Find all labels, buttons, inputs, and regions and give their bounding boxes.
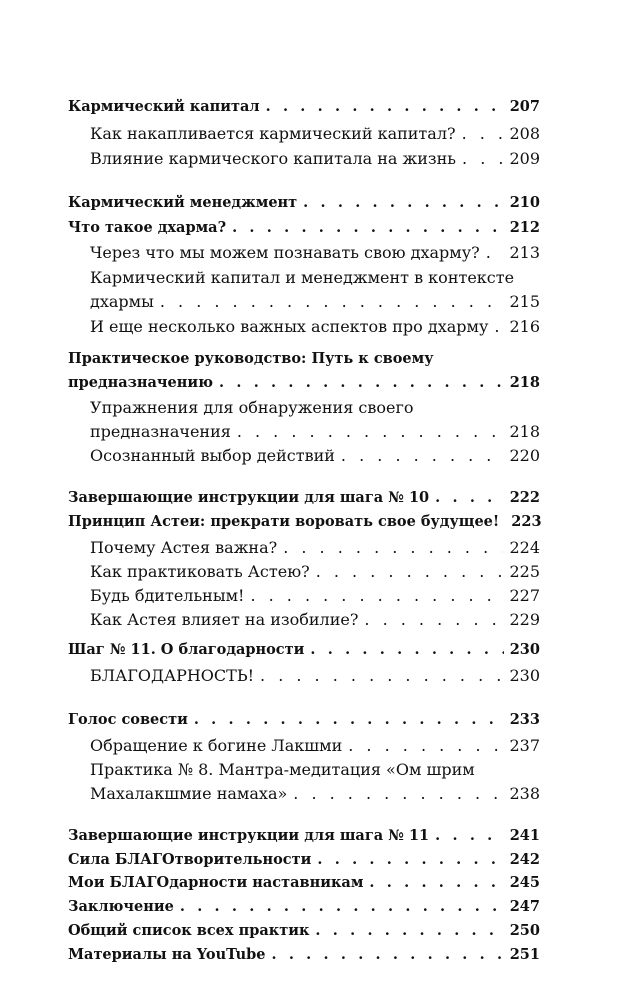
dot-leader xyxy=(194,711,504,728)
toc-entry-title: БЛАГОДАРНОСТЬ! xyxy=(90,666,255,685)
toc-entry-page-number: 208 xyxy=(509,124,540,143)
toc-entry-title: Сила БЛАГОтворительности xyxy=(68,851,312,868)
toc-section-entry xyxy=(90,562,540,584)
toc-entry-page-number: 212 xyxy=(509,219,540,236)
dot-leader xyxy=(317,851,503,868)
toc-section-entry xyxy=(90,666,540,688)
toc-entry-title: Шаг № 11. О благодарности xyxy=(68,641,305,658)
dot-leader xyxy=(435,827,504,844)
toc-entry-title: И еще несколько важных аспектов про дхарму xyxy=(90,317,489,336)
toc-entry-title: Через что мы можем познавать свою дхарму? xyxy=(90,243,480,262)
toc-entry-title: Будь бдительным! xyxy=(90,586,245,605)
dot-leader xyxy=(283,538,503,557)
toc-entry-page-number: 230 xyxy=(509,666,540,685)
toc-entry-page-number: 237 xyxy=(509,736,540,755)
dot-leader xyxy=(486,243,504,262)
toc-entry-page-number: 218 xyxy=(509,374,540,391)
toc-entry-page-number: 229 xyxy=(509,610,540,629)
toc-entry-page-number: 223 xyxy=(511,513,542,530)
toc-entry-title: Голос совести xyxy=(68,711,188,728)
toc-entry-page-number: 241 xyxy=(509,827,540,844)
toc-section-entry xyxy=(90,446,540,468)
toc-entry-page-number: 251 xyxy=(509,946,540,963)
toc-entry-page-number: 213 xyxy=(509,243,540,262)
toc-section-entry xyxy=(90,586,540,608)
toc-entry-title: Кармический капитал xyxy=(68,98,260,115)
toc-section-entry xyxy=(90,736,540,758)
toc-chapter-entry xyxy=(68,489,540,511)
dot-leader xyxy=(271,946,503,963)
toc-entry-title: Завершающие инструкции для шага № 11 xyxy=(68,827,430,844)
dot-leader xyxy=(160,292,504,311)
toc-entry-page-number: 222 xyxy=(509,489,540,506)
dot-leader xyxy=(266,98,504,115)
dot-leader xyxy=(348,736,503,755)
toc-entry-page-number: 242 xyxy=(509,851,540,868)
dot-leader xyxy=(462,149,503,168)
dot-leader xyxy=(341,446,504,465)
toc-entry-page-number: 207 xyxy=(509,98,540,115)
toc-chapter-entry xyxy=(68,513,540,535)
toc-entry-title: Принцип Астеи: прекрати воровать свое будущее! xyxy=(68,513,500,530)
toc-entry-page-number: 238 xyxy=(509,784,540,803)
toc-chapter-entry xyxy=(68,350,540,372)
toc-chapter-entry xyxy=(68,641,540,663)
toc-entry-page-number: 218 xyxy=(509,422,540,441)
toc-entry-title: Что такое дхарма? xyxy=(68,219,227,236)
toc-chapter-entry xyxy=(68,98,540,120)
dot-leader xyxy=(219,374,504,391)
toc-section-entry xyxy=(90,610,540,632)
toc-section-entry xyxy=(90,760,540,782)
toc-chapter-entry xyxy=(68,219,540,241)
toc-section-entry xyxy=(90,784,540,806)
toc-chapter-entry xyxy=(68,922,540,944)
toc-chapter-entry xyxy=(68,374,540,396)
toc-section-entry xyxy=(90,422,540,444)
toc-section-entry xyxy=(90,292,540,314)
toc-section-entry xyxy=(90,149,540,171)
toc-section-entry xyxy=(90,398,540,420)
toc-entry-title: Заключение xyxy=(68,898,174,915)
toc-chapter-entry xyxy=(68,194,540,216)
dot-leader xyxy=(310,641,503,658)
toc-entry-page-number: 245 xyxy=(509,874,540,891)
toc-entry-title: Обращение к богине Лакшми xyxy=(90,736,343,755)
toc-entry-title: Материалы на YouTube xyxy=(68,946,266,963)
toc-section-entry xyxy=(90,317,540,339)
toc-entry-page-number: 227 xyxy=(509,586,540,605)
toc-entry-title: Кармический менеджмент xyxy=(68,194,298,211)
toc-entry-title: Общий список всех практик xyxy=(68,922,310,939)
toc-entry-page-number: 230 xyxy=(509,641,540,658)
dot-leader xyxy=(232,219,504,236)
toc-entry-title: Упражнения для обнаружения своего xyxy=(90,398,414,417)
dot-leader xyxy=(462,124,504,143)
toc-entry-page-number: 209 xyxy=(509,149,540,168)
toc-entry-title: Как Астея влияет на изобилие? xyxy=(90,610,359,629)
toc-entry-title: Как практиковать Астею? xyxy=(90,562,310,581)
dot-leader xyxy=(303,194,504,211)
toc-entry-title: Почему Астея важна? xyxy=(90,538,278,557)
toc-chapter-entry xyxy=(68,898,540,920)
dot-leader xyxy=(369,874,503,891)
toc-entry-title: Кармический капитал и менеджмент в контексте xyxy=(90,268,515,287)
toc-chapter-entry xyxy=(68,827,540,849)
dot-leader xyxy=(180,898,504,915)
toc-entry-title: Мои БЛАГОдарности наставникам xyxy=(68,874,364,891)
toc-section-entry xyxy=(90,124,540,146)
toc-entry-page-number: 247 xyxy=(509,898,540,915)
toc-entry-title: Практическое руководство: Путь к своему xyxy=(68,350,434,367)
toc-entry-title: Как накапливается кармический капитал? xyxy=(90,124,456,143)
toc-entry-page-number: 215 xyxy=(509,292,540,311)
dot-leader xyxy=(494,317,503,336)
toc-chapter-entry xyxy=(68,711,540,733)
toc-entry-title: Практика № 8. Мантра-медитация «Ом шрим xyxy=(90,760,475,779)
dot-leader xyxy=(364,610,503,629)
toc-entry-page-number: 216 xyxy=(509,317,540,336)
toc-entry-title: Махалакшмие намаха» xyxy=(90,784,288,803)
dot-leader xyxy=(250,586,503,605)
dot-leader xyxy=(315,922,503,939)
toc-entry-page-number: 233 xyxy=(509,711,540,728)
toc-section-entry xyxy=(90,243,540,265)
dot-leader xyxy=(260,666,503,685)
toc-entry-page-number: 210 xyxy=(509,194,540,211)
toc-chapter-entry xyxy=(68,874,540,896)
dot-leader xyxy=(435,489,504,506)
toc-chapter-entry xyxy=(68,851,540,873)
toc-section-entry xyxy=(90,268,540,290)
toc-entry-page-number: 224 xyxy=(509,538,540,557)
toc-entry-title: Осознанный выбор действий xyxy=(90,446,335,465)
toc-section-entry xyxy=(90,538,540,560)
dot-leader xyxy=(293,784,503,803)
toc-entry-title: Завершающие инструкции для шага № 10 xyxy=(68,489,430,506)
toc-entry-title: Влияние кармического капитала на жизнь xyxy=(90,149,457,168)
dot-leader xyxy=(237,422,504,441)
dot-leader xyxy=(316,562,504,581)
toc-entry-page-number: 225 xyxy=(509,562,540,581)
toc-chapter-entry xyxy=(68,946,540,968)
toc-entry-page-number: 250 xyxy=(509,922,540,939)
toc-entry-page-number: 220 xyxy=(509,446,540,465)
toc-entry-title: предназначению xyxy=(68,374,213,391)
toc-entry-title: дхармы xyxy=(90,292,154,311)
toc-entry-title: предназначения xyxy=(90,422,231,441)
